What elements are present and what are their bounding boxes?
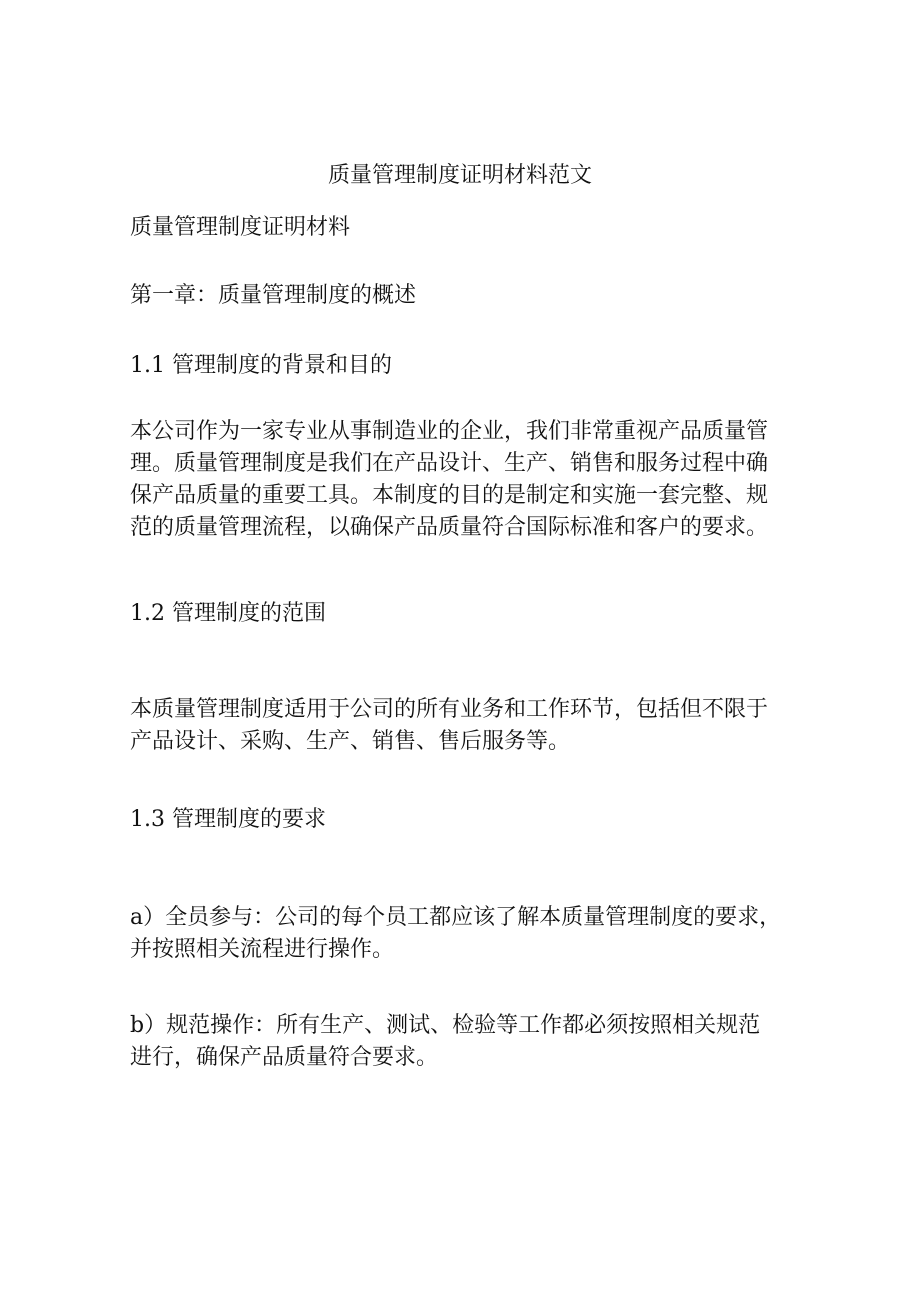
paragraph-line: b）规范操作：所有生产、测试、检验等工作都必须按照相关规范 xyxy=(130,1013,761,1038)
document-subtitle: 质量管理制度证明材料 xyxy=(130,215,351,240)
section-heading-1-2: 1.2 管理制度的范围 xyxy=(130,601,326,626)
paragraph-line: 本公司作为一家专业从事制造业的企业，我们非常重视产品质量管 xyxy=(130,419,769,444)
paragraph-line: 范的质量管理流程，以确保产品质量符合国际标准和客户的要求。 xyxy=(130,515,769,540)
paragraph-line: 本质量管理制度适用于公司的所有业务和工作环节，包括但不限于 xyxy=(130,697,769,722)
paragraph-line: 并按照相关流程进行操作。 xyxy=(130,937,395,962)
paragraph-line: 产品设计、采购、生产、销售、售后服务等。 xyxy=(130,729,571,754)
paragraph-line: a）全员参与：公司的每个员工都应该了解本质量管理制度的要求， xyxy=(130,905,782,930)
chapter-heading: 第一章：质量管理制度的概述 xyxy=(130,283,417,308)
document-title: 质量管理制度证明材料范文 xyxy=(327,163,592,188)
section-heading-1-1: 1.1 管理制度的背景和目的 xyxy=(130,353,392,378)
paragraph-1-2 xyxy=(130,694,810,758)
requirement-item-b xyxy=(130,1010,810,1074)
requirement-item-a xyxy=(130,902,810,966)
paragraph-line: 保产品质量的重要工具。本制度的目的是制定和实施一套完整、规 xyxy=(130,483,769,508)
paragraph-line: 理。质量管理制度是我们在产品设计、生产、销售和服务过程中确 xyxy=(130,451,769,476)
section-heading-1-3: 1.3 管理制度的要求 xyxy=(130,807,326,832)
paragraph-line: 进行，确保产品质量符合要求。 xyxy=(130,1045,439,1070)
paragraph-1-1 xyxy=(130,416,810,544)
